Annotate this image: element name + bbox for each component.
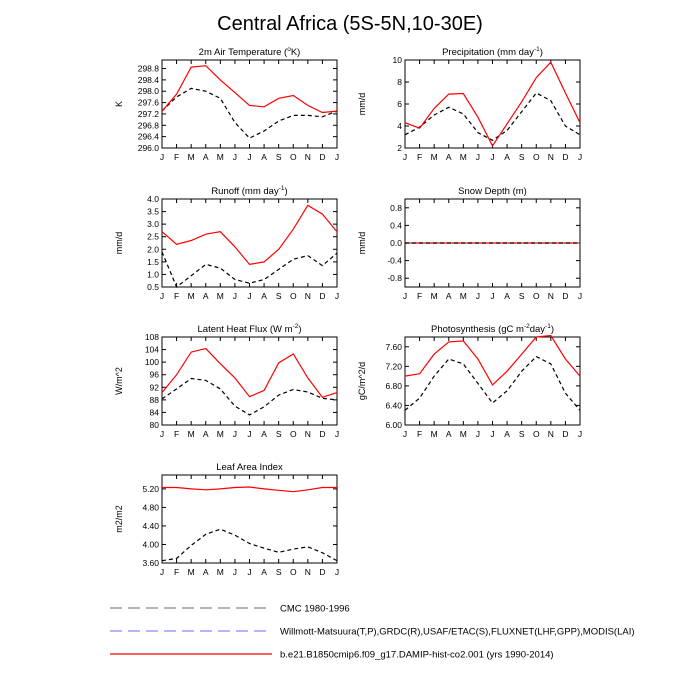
panel-title-main: Latent Heat Flux (W m <box>197 324 293 335</box>
y-tick-label: 108 <box>144 332 159 342</box>
legend-label: CMC 1980-1996 <box>280 603 350 615</box>
x-tick-label: A <box>202 567 209 577</box>
x-tick-label: M <box>216 567 224 577</box>
x-tick-label: A <box>202 291 209 301</box>
y-tick-label: 3.60 <box>142 558 159 568</box>
series-line-2 <box>162 349 337 398</box>
panel-title <box>216 462 283 473</box>
x-tick-label: O <box>532 152 540 162</box>
panel-title-end: ) <box>298 324 302 335</box>
x-tick-label: J <box>577 429 583 439</box>
x-tick-label: M <box>216 152 224 162</box>
y-tick-label: 80 <box>149 420 159 430</box>
x-tick-label: F <box>416 152 423 162</box>
y-axis-label: W/m^2 <box>114 367 124 395</box>
y-tick-label: 4 <box>397 121 402 131</box>
y-tick-label: 2.0 <box>147 244 159 255</box>
y-tick-label: 0.4 <box>390 220 402 231</box>
x-tick-label: J <box>232 152 238 162</box>
x-tick-label: O <box>532 429 540 439</box>
x-tick-label: J <box>247 567 252 577</box>
y-tick-label: 96 <box>149 369 159 380</box>
x-tick-label: J <box>334 429 340 439</box>
y-tick-label: 0.0 <box>390 238 402 248</box>
y-tick-label: 0.5 <box>147 282 159 292</box>
x-tick-label: J <box>232 429 238 439</box>
y-axis-label: K <box>114 100 124 108</box>
x-tick-label: J <box>247 291 252 301</box>
x-tick-label: A <box>261 567 267 577</box>
y-tick-label: 104 <box>144 344 159 355</box>
panel-title-main: Runoff (mm day <box>211 186 279 197</box>
x-tick-label: J <box>334 567 340 577</box>
y-tick-label: 6.80 <box>385 380 402 391</box>
x-tick-label: D <box>319 429 326 439</box>
x-tick-label: J <box>475 291 481 301</box>
y-tick-label: 7.20 <box>385 361 402 372</box>
plot-frame <box>405 60 580 148</box>
x-tick-label: D <box>562 291 569 301</box>
x-tick-label: A <box>445 429 452 439</box>
x-tick-label: M <box>459 429 467 439</box>
y-tick-label: 296.0 <box>137 143 159 153</box>
panel-title <box>199 46 301 58</box>
x-tick-label: N <box>547 291 554 301</box>
panel-title-main: 2m Air Temperature ( <box>198 47 288 58</box>
x-tick-label: D <box>319 291 326 301</box>
x-tick-label: M <box>430 291 438 301</box>
x-tick-label: A <box>504 291 510 301</box>
legend-label: Willmott-Matsuura(T,P),GRDC(R),USAF/ETAC(S),FLUXNET(LHF,GPP),MODIS(LAI) <box>280 626 635 638</box>
panel-7 <box>114 462 339 577</box>
x-tick-label: A <box>504 429 510 439</box>
panel-5 <box>114 323 339 439</box>
x-tick-label: J <box>577 291 583 301</box>
legend-label: b.e21.B1850cmip6.f09_g17.DAMIP-hist-co2.001 (yrs 1990-2014) <box>280 649 554 661</box>
x-tick-label: O <box>289 152 297 162</box>
y-tick-label: 4.00 <box>142 539 159 550</box>
panel-6 <box>357 323 582 439</box>
series-line-1 <box>162 529 337 561</box>
y-tick-label: -0.4 <box>387 255 402 266</box>
x-tick-label: M <box>459 291 467 301</box>
x-tick-label: M <box>459 152 467 162</box>
y-tick-label: 5.20 <box>142 483 159 494</box>
x-tick-label: M <box>430 152 438 162</box>
series-line-1 <box>162 252 337 287</box>
y-tick-label: 3.5 <box>147 206 159 217</box>
x-tick-label: J <box>159 567 165 577</box>
x-tick-label: N <box>304 152 311 162</box>
x-tick-label: S <box>275 291 282 301</box>
y-tick-label: 297.6 <box>137 97 159 108</box>
y-tick-label: 298.4 <box>137 74 159 85</box>
x-tick-label: J <box>232 567 238 577</box>
panels-group <box>114 46 582 577</box>
panel-title-main: Precipitation (mm day <box>442 47 534 58</box>
series-line-2 <box>162 205 337 264</box>
panel-title-superscript: -2 <box>292 323 299 330</box>
x-tick-label: J <box>247 429 252 439</box>
y-tick-label: 298.8 <box>137 63 159 74</box>
x-tick-label: A <box>202 429 209 439</box>
x-tick-label: J <box>402 291 408 301</box>
panel-title-main: Snow Depth (m) <box>458 186 527 197</box>
series-line-1 <box>405 357 580 411</box>
y-axis-label: gC/m^2/d <box>357 361 367 401</box>
x-tick-label: N <box>304 291 311 301</box>
x-tick-label: F <box>173 429 180 439</box>
panel-title <box>442 46 543 58</box>
y-tick-label: 0.8 <box>390 202 402 213</box>
x-tick-label: M <box>187 567 195 577</box>
y-tick-label: 3.0 <box>147 219 159 230</box>
panel-title <box>458 186 527 197</box>
y-axis-label: m2/m2 <box>114 505 124 533</box>
y-tick-label: 2.5 <box>147 231 159 242</box>
y-tick-label: 298.0 <box>137 86 159 97</box>
x-tick-label: M <box>187 152 195 162</box>
panel-title <box>198 323 302 335</box>
panel-title-end: ) <box>550 324 554 335</box>
x-tick-label: S <box>518 152 525 162</box>
panel-title <box>431 323 554 335</box>
y-tick-label: 296.8 <box>137 120 159 131</box>
y-tick-label: 100 <box>144 357 159 368</box>
x-tick-label: O <box>289 291 297 301</box>
y-tick-label: -0.8 <box>387 273 402 284</box>
x-tick-label: S <box>275 429 282 439</box>
panel-title-superscript: -1 <box>278 185 285 192</box>
x-tick-label: J <box>159 291 165 301</box>
x-tick-label: M <box>187 429 195 439</box>
x-tick-label: F <box>416 291 423 301</box>
x-tick-label: N <box>304 429 311 439</box>
x-tick-label: J <box>159 152 165 162</box>
panel-title-superscript: -1 <box>545 323 551 330</box>
panel-title <box>211 185 287 197</box>
legend <box>110 604 635 661</box>
x-tick-label: O <box>289 567 297 577</box>
x-tick-label: A <box>504 152 510 162</box>
x-tick-label: J <box>159 429 165 439</box>
panel-1 <box>114 46 339 162</box>
panel-3 <box>114 185 339 301</box>
x-tick-label: J <box>334 152 340 162</box>
plot-frame <box>405 337 580 425</box>
y-tick-label: 88 <box>149 394 159 405</box>
series-line-1 <box>162 88 337 138</box>
y-tick-label: 4.80 <box>142 502 159 513</box>
y-tick-label: 6.40 <box>385 400 402 411</box>
x-tick-label: M <box>430 429 438 439</box>
x-tick-label: J <box>490 152 495 162</box>
y-tick-label: 84 <box>149 407 159 418</box>
y-axis-label: mm/d <box>357 231 367 255</box>
x-tick-label: F <box>173 291 180 301</box>
x-tick-label: A <box>261 429 267 439</box>
panel-title-end: day <box>529 324 546 335</box>
x-tick-label: A <box>261 152 267 162</box>
x-tick-label: D <box>562 152 569 162</box>
x-tick-label: J <box>475 429 481 439</box>
y-tick-label: 10 <box>392 55 402 65</box>
x-tick-label: D <box>319 152 326 162</box>
figure-title: Central Africa (5S-5N,10-30E) <box>217 13 483 35</box>
x-tick-label: A <box>202 152 209 162</box>
x-tick-label: S <box>518 291 525 301</box>
y-tick-label: 6 <box>397 99 402 109</box>
y-axis-label: mm/d <box>357 92 367 116</box>
panel-title-end: K) <box>290 47 301 58</box>
x-tick-label: A <box>445 152 452 162</box>
panel-title-superscript: o <box>287 46 291 53</box>
x-tick-label: J <box>490 429 495 439</box>
x-tick-label: M <box>216 291 224 301</box>
y-tick-label: 2 <box>397 143 402 153</box>
series-line-1 <box>405 93 580 140</box>
x-tick-label: N <box>304 567 311 577</box>
x-tick-label: S <box>275 152 282 162</box>
x-tick-label: J <box>402 152 408 162</box>
y-tick-label: 6.00 <box>385 420 402 430</box>
panel-title-end: ) <box>284 186 288 197</box>
x-tick-label: J <box>490 291 495 301</box>
x-tick-label: M <box>216 429 224 439</box>
y-tick-label: 4.0 <box>147 194 159 204</box>
x-tick-label: J <box>475 152 481 162</box>
x-tick-label: D <box>319 567 326 577</box>
x-tick-label: F <box>173 567 180 577</box>
x-tick-label: N <box>547 429 554 439</box>
panel-title-main: Photosynthesis (gC m <box>431 324 524 335</box>
series-line-2 <box>405 62 580 146</box>
y-tick-label: 4.40 <box>142 520 159 531</box>
series-line-2 <box>162 487 337 492</box>
x-tick-label: J <box>402 429 408 439</box>
x-tick-label: A <box>261 291 267 301</box>
series-line-2 <box>405 336 580 385</box>
x-tick-label: J <box>247 152 252 162</box>
x-tick-label: J <box>577 152 583 162</box>
panel-title-main: Leaf Area Index <box>216 462 283 473</box>
y-tick-label: 1.5 <box>147 256 159 267</box>
x-tick-label: S <box>518 429 525 439</box>
y-tick-label: 297.2 <box>137 108 159 119</box>
y-tick-label: 296.4 <box>137 131 159 142</box>
x-tick-label: F <box>173 152 180 162</box>
y-tick-label: 7.60 <box>385 341 402 352</box>
y-tick-label: 92 <box>149 382 159 393</box>
x-tick-label: D <box>562 429 569 439</box>
x-tick-label: F <box>416 429 423 439</box>
y-tick-label: 1.0 <box>147 269 159 280</box>
panel-4 <box>357 186 582 301</box>
panel-2 <box>357 46 582 162</box>
x-tick-label: A <box>445 291 452 301</box>
panel-title-superscript: -2 <box>523 323 530 330</box>
x-tick-label: N <box>547 152 554 162</box>
x-tick-label: O <box>532 291 540 301</box>
x-tick-label: J <box>232 291 238 301</box>
series-line-2 <box>162 66 337 113</box>
x-tick-label: M <box>187 291 195 301</box>
x-tick-label: J <box>334 291 340 301</box>
panel-title-superscript: -1 <box>533 46 540 53</box>
plot-frame <box>162 199 337 287</box>
y-axis-label: mm/d <box>114 231 124 255</box>
x-tick-label: S <box>275 567 282 577</box>
x-tick-label: O <box>289 429 297 439</box>
panel-title-end: ) <box>539 47 543 58</box>
y-tick-label: 8 <box>397 77 402 87</box>
